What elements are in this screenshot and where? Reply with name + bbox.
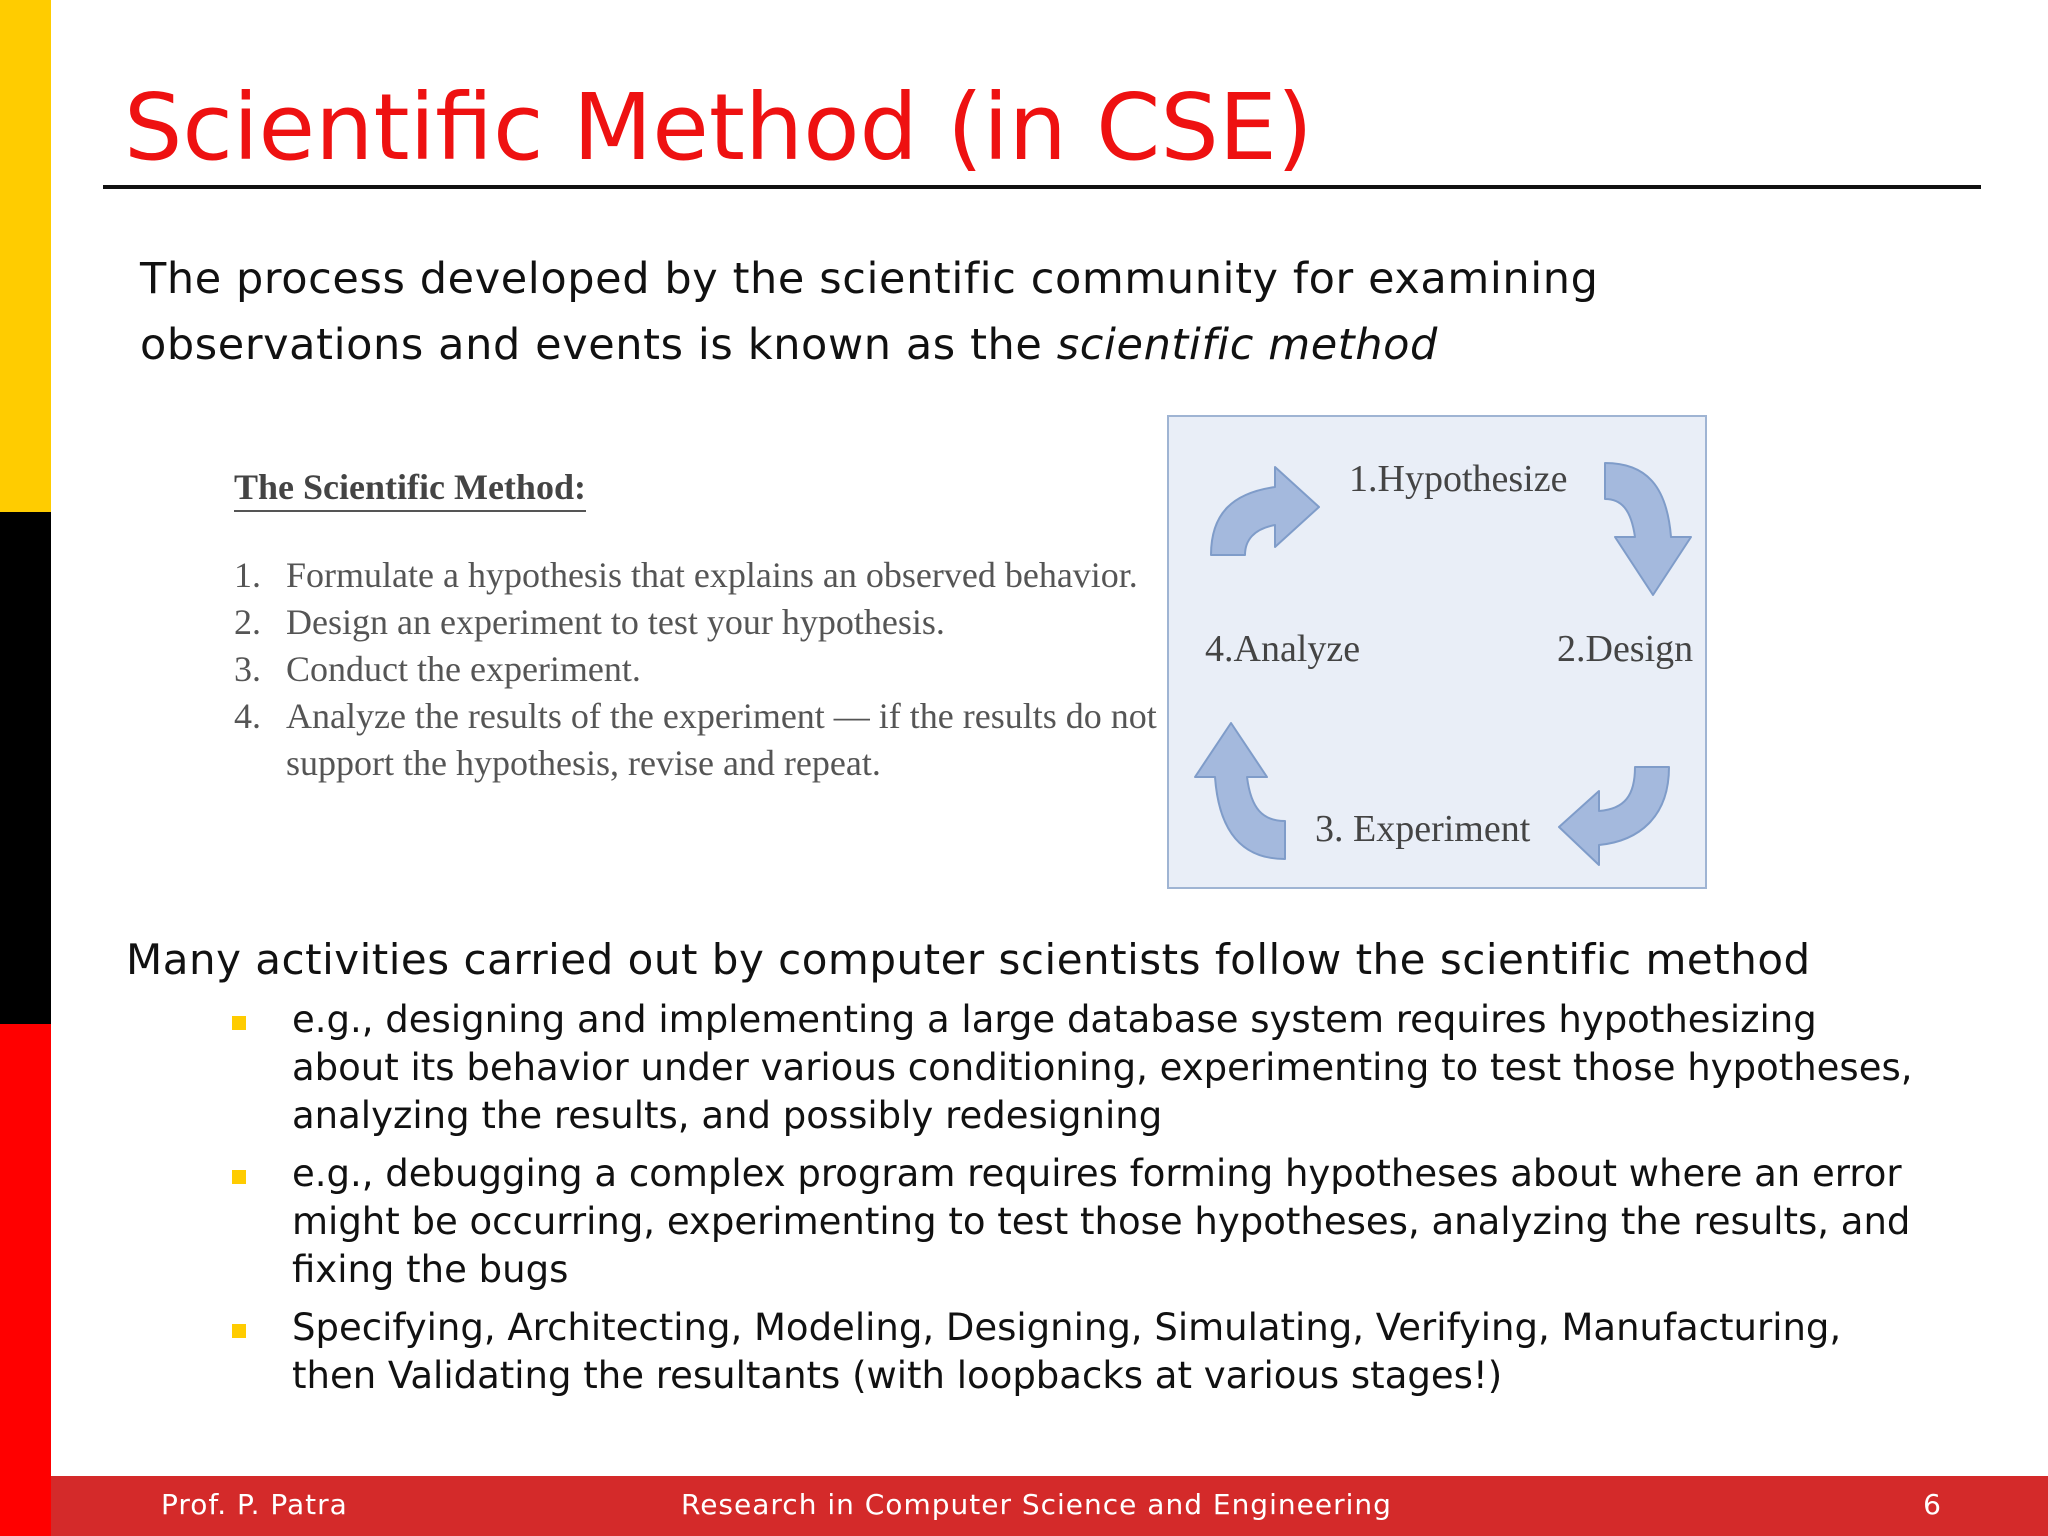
side-bar-black bbox=[0, 512, 51, 1024]
arrow-top-right-icon bbox=[1605, 463, 1691, 595]
activity-item bbox=[230, 996, 1930, 1140]
cycle-label-analyze: 4.Analyze bbox=[1205, 628, 1361, 670]
figure-heading: The Scientific Method: bbox=[234, 466, 586, 512]
footer-author: Prof. P. Patra bbox=[161, 1488, 348, 1521]
side-bar-yellow bbox=[0, 0, 51, 512]
cycle-label-experiment: 3. Experiment bbox=[1315, 808, 1531, 850]
cycle-label-hypothesize: 1.Hypothesize bbox=[1349, 458, 1568, 500]
step-item bbox=[234, 599, 1164, 646]
cycle-diagram bbox=[1167, 415, 1707, 889]
slide-footer bbox=[51, 1476, 2048, 1536]
cycle-label-design: 2.Design bbox=[1557, 628, 1694, 670]
bullet-square-icon bbox=[232, 1324, 246, 1338]
arrow-bottom-right-icon bbox=[1559, 767, 1669, 865]
slide-title: Scientific Method (in CSE) bbox=[124, 74, 1313, 181]
step-item bbox=[234, 693, 1164, 787]
intro-text: The process developed by the scientific community for examining observations and events is known as the bbox=[140, 254, 1599, 370]
title-underline bbox=[103, 185, 1981, 189]
step-number: 4. bbox=[234, 696, 261, 736]
activities-list bbox=[230, 996, 1930, 1410]
scientific-method-steps-figure bbox=[234, 466, 1164, 787]
activity-item bbox=[230, 1150, 1930, 1294]
bullet-square-icon bbox=[232, 1170, 246, 1184]
step-item bbox=[234, 552, 1164, 599]
footer-page-number: 6 bbox=[1923, 1488, 1942, 1521]
arrow-bottom-left-icon bbox=[1195, 723, 1285, 859]
activity-text: Specifying, Architecting, Modeling, Designing, Simulating, Verifying, Manufacturing, then Validating the resultants (with loopbacks at various stages!) bbox=[292, 1306, 1842, 1397]
step-number: 1. bbox=[234, 555, 261, 595]
step-item bbox=[234, 646, 1164, 693]
step-number: 2. bbox=[234, 602, 261, 642]
step-number: 3. bbox=[234, 649, 261, 689]
side-bar-red bbox=[0, 1024, 51, 1536]
step-text: Formulate a hypothesis that explains an observed behavior. bbox=[286, 555, 1138, 595]
intro-paragraph bbox=[140, 246, 1780, 378]
steps-list bbox=[234, 552, 1164, 787]
activity-text: e.g., debugging a complex program requires forming hypotheses about where an error might be occurring, experimenting to test those hypotheses, analyzing the results, and fixing the bugs bbox=[292, 1152, 1911, 1291]
activities-heading: Many activities carried out by computer scientists follow the scientific method bbox=[126, 935, 1811, 984]
activity-item bbox=[230, 1304, 1930, 1400]
bullet-square-icon bbox=[232, 1016, 246, 1030]
step-text: Analyze the results of the experiment — if the results do not support the hypothesis, revise and repeat. bbox=[286, 696, 1157, 783]
step-text: Conduct the experiment. bbox=[286, 649, 641, 689]
arrow-top-left-icon bbox=[1211, 467, 1319, 555]
step-text: Design an experiment to test your hypothesis. bbox=[286, 602, 945, 642]
activity-text: e.g., designing and implementing a large database system requires hypothesizing about its behavior under various conditioning, experimenting to test those hypotheses, analyzing the results, and possibly redesigning bbox=[292, 998, 1913, 1137]
footer-course-title: Research in Computer Science and Engineering bbox=[681, 1488, 1392, 1521]
intro-term: scientific method bbox=[1056, 320, 1438, 370]
